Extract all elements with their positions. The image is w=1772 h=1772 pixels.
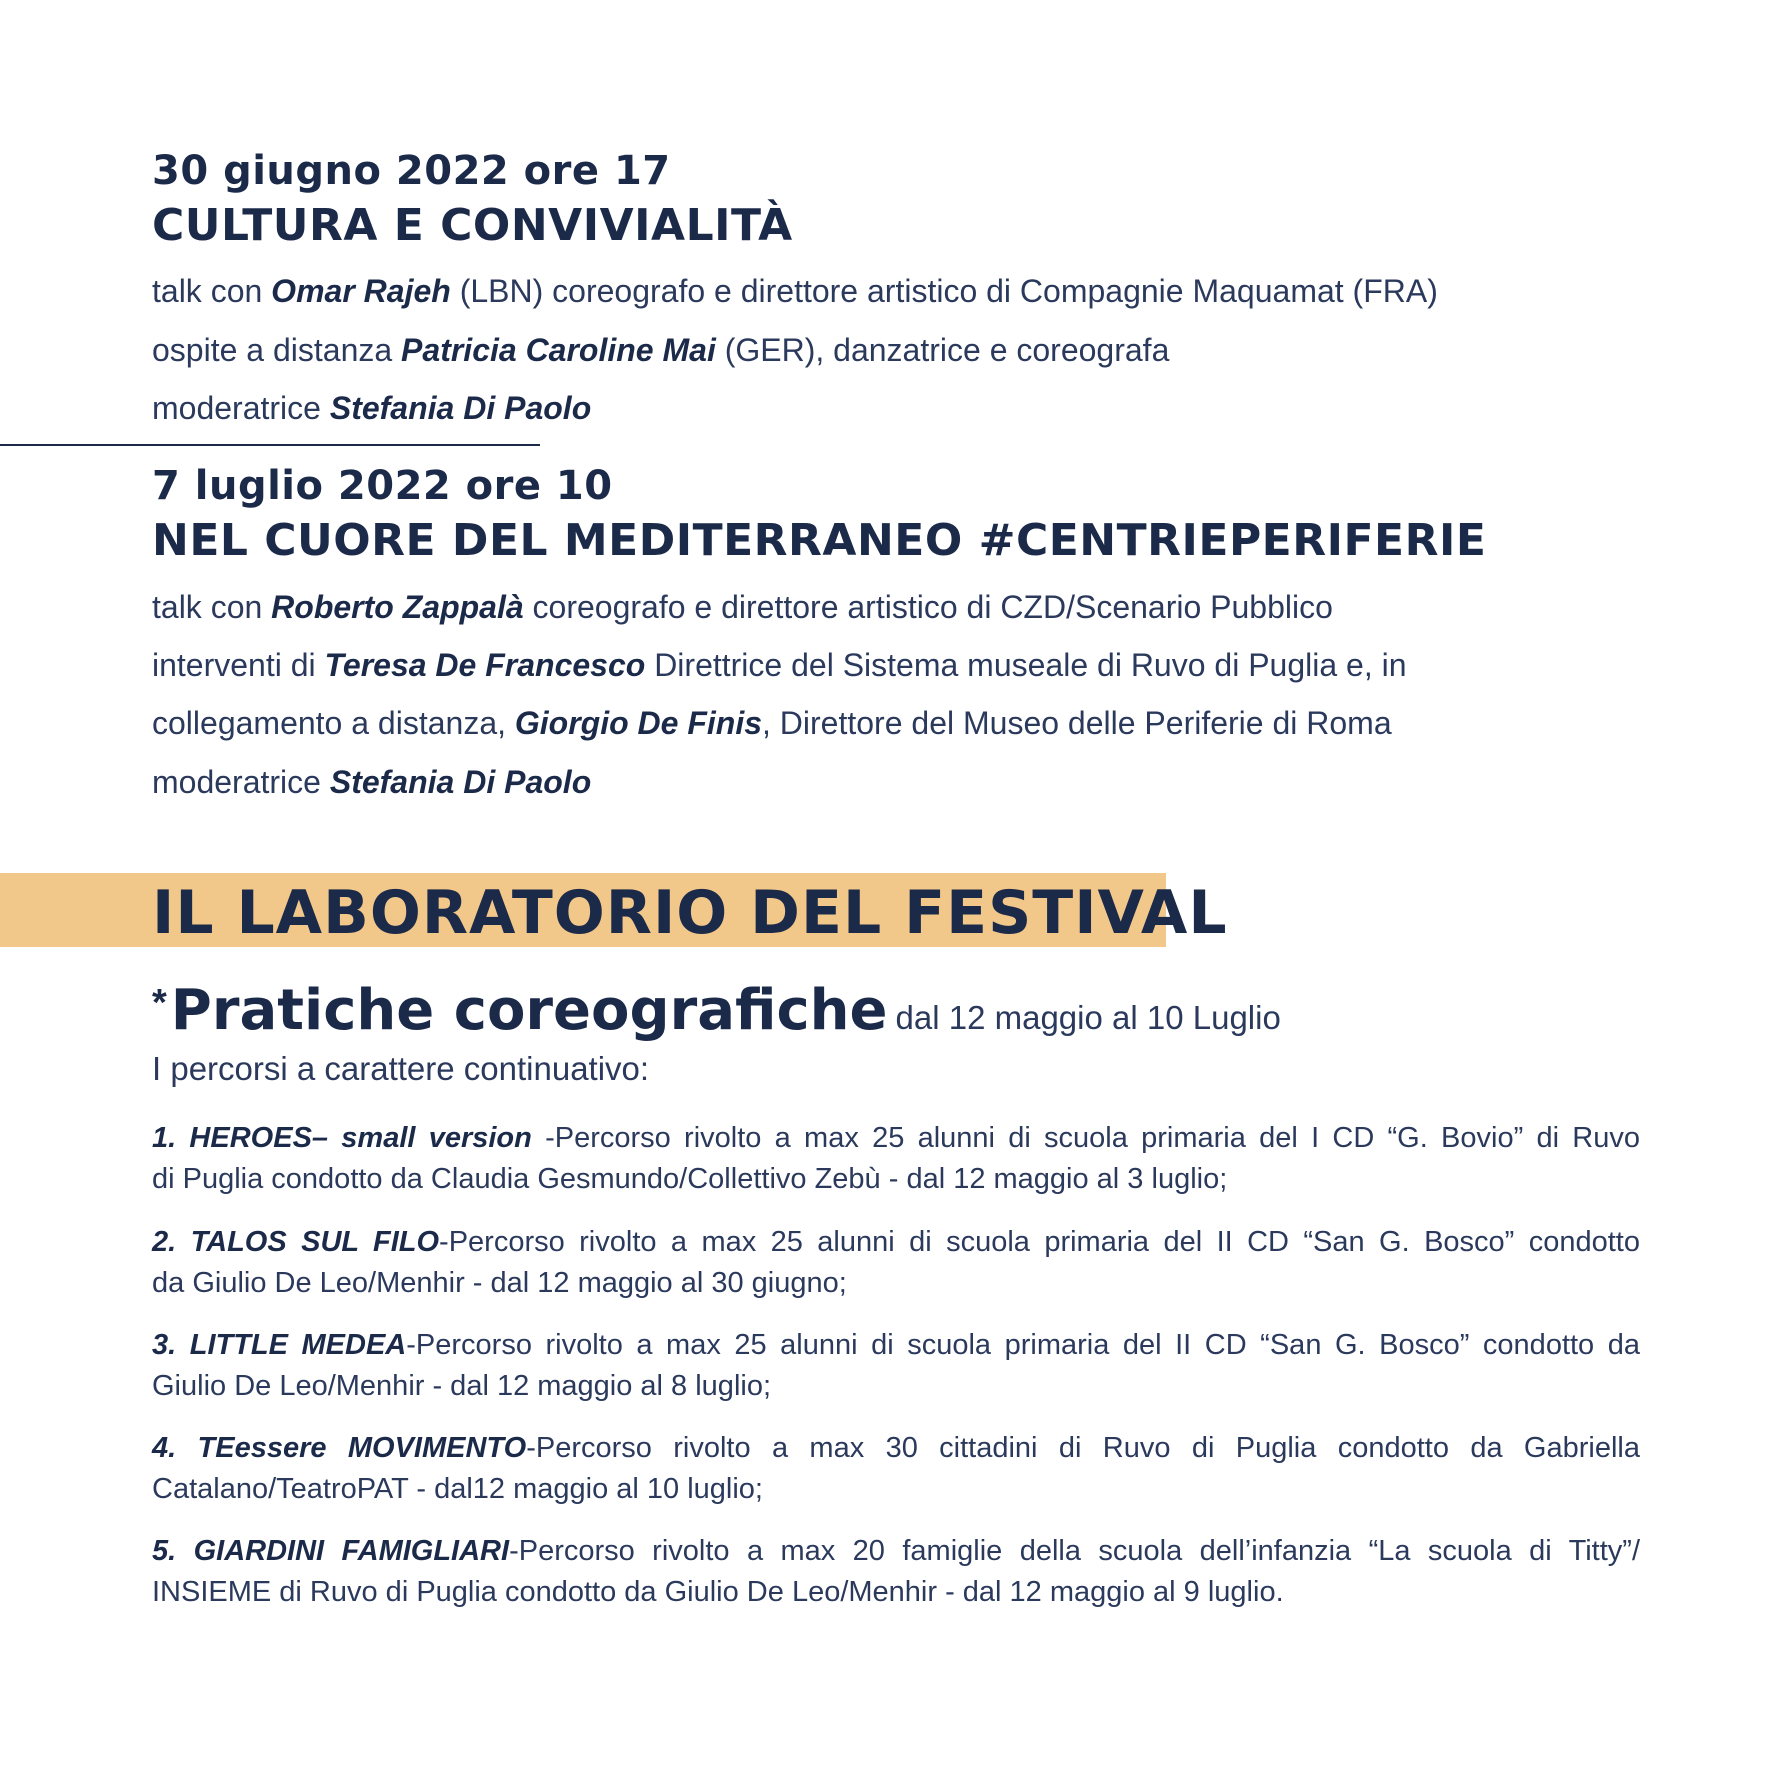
event2-line-4 [152, 762, 591, 802]
list-item-line-1 [152, 1531, 1640, 1572]
list-item-line-2: Catalano/TeatroPAT - dal12 maggio al 10 luglio; [152, 1473, 763, 1505]
event2-line-1-post: coreografo e direttore artistico di CZD/Scenario Pubblico [523, 589, 1333, 625]
list-item-title: 2. TALOS SUL FILO [152, 1226, 440, 1258]
list-item-line-1 [152, 1428, 1640, 1469]
event1-line-2 [152, 330, 1169, 370]
event2-line-2 [152, 645, 1407, 685]
list-item-line-1 [152, 1118, 1640, 1159]
list-item [152, 1531, 1640, 1613]
asterisk-icon: * [152, 982, 167, 1024]
section-title: IL LABORATORIO DEL FESTIVAL [152, 878, 1228, 948]
list-item [152, 1118, 1640, 1200]
event2-remote-guest-name: Giorgio De Finis [514, 705, 763, 741]
event2-line-2-post: Direttrice del Sistema museale di Ruvo di Puglia e, in [645, 647, 1407, 683]
event1-line-3 [152, 388, 591, 428]
event1-line-1 [152, 271, 1438, 311]
event2-title: NEL CUORE DEL MEDITERRANEO #CENTRIEPERIFERIE [152, 515, 1487, 566]
workshop-intro: I percorsi a carattere continuativo: [152, 1050, 650, 1087]
event2-speaker-name: Roberto Zappalà [271, 589, 524, 625]
list-item-line-1 [152, 1222, 1640, 1263]
event1-line-2-post: (GER), danzatrice e coreografa [715, 332, 1170, 368]
event2-line-1-pre: talk con [152, 589, 272, 625]
event1-date: 30 giugno 2022 ore 17 [152, 148, 671, 194]
event2-line-1 [152, 587, 1333, 627]
list-item-line-2: Giulio De Leo/Menhir - dal 12 maggio al 8 luglio; [152, 1370, 772, 1402]
event2-moderator-name: Stefania Di Paolo [329, 764, 592, 800]
event2-guest-name: Teresa De Francesco [324, 647, 646, 683]
list-item [152, 1325, 1640, 1407]
event2-date: 7 luglio 2022 ore 10 [152, 463, 613, 509]
list-item-text: -Percorso rivolto a max 25 alunni di scuola primaria del I CD “G. Bovio” di Ruvo [531, 1122, 1640, 1154]
list-item [152, 1428, 1640, 1510]
section-divider [0, 444, 540, 446]
list-item-text: -Percorso rivolto a max 30 cittadini di Ruvo di Puglia condotto da Gabriella [526, 1432, 1640, 1464]
event1-line-1-post: (LBN) coreografo e direttore artistico di Compagnie Maquamat (FRA) [450, 273, 1438, 309]
list-item-title: 4. TEessere MOVIMENTO [152, 1432, 527, 1464]
event1-line-2-pre: ospite a distanza [152, 332, 402, 368]
list-item-text: -Percorso rivolto a max 25 alunni di scuola primaria del II CD “San G. Bosco” condotto [439, 1226, 1640, 1258]
event2-line-3-pre: collegamento a distanza, [152, 705, 515, 741]
list-item-title: 5. GIARDINI FAMIGLIARI [152, 1535, 510, 1567]
event1-speaker-name: Omar Rajeh [271, 273, 451, 309]
event2-line-3 [152, 703, 1392, 743]
list-item-line-1 [152, 1325, 1640, 1366]
event1-line-3-pre: moderatrice [152, 390, 330, 426]
list-item-line-2: da Giulio De Leo/Menhir - dal 12 maggio al 30 giugno; [152, 1267, 847, 1299]
list-item [152, 1222, 1640, 1304]
event2-line-3-post: , Direttore del Museo delle Periferie di Roma [762, 705, 1392, 741]
event1-title: CULTURA E CONVIVIALITÀ [152, 200, 793, 251]
event2-line-2-pre: interventi di [152, 647, 325, 683]
event1-guest-name: Patricia Caroline Mai [401, 332, 716, 368]
list-item-title: 3. LITTLE MEDEA [152, 1329, 407, 1361]
workshop-title: Pratiche coreografiche [170, 978, 888, 1043]
event2-line-4-pre: moderatrice [152, 764, 330, 800]
event1-moderator-name: Stefania Di Paolo [329, 390, 592, 426]
list-item-text: -Percorso rivolto a max 25 alunni di scuola primaria del II CD “San G. Bosco” condotto da [406, 1329, 1640, 1361]
list-item-text: -Percorso rivolto a max 20 famiglie della scuola dell’infanzia “La scuola di Titty”/ [509, 1535, 1641, 1567]
list-item-line-2: INSIEME di Ruvo di Puglia condotto da Giulio De Leo/Menhir - dal 12 maggio al 9 luglio. [152, 1576, 1284, 1608]
workshop-heading [152, 978, 1281, 1043]
event1-line-1-pre: talk con [152, 273, 272, 309]
list-item-title: 1. HEROES– small version [152, 1122, 532, 1154]
list-item-line-2: di Puglia condotto da Claudia Gesmundo/Collettivo Zebù - dal 12 maggio al 3 luglio; [152, 1163, 1228, 1195]
workshop-dates: dal 12 maggio al 10 Luglio [895, 999, 1281, 1036]
